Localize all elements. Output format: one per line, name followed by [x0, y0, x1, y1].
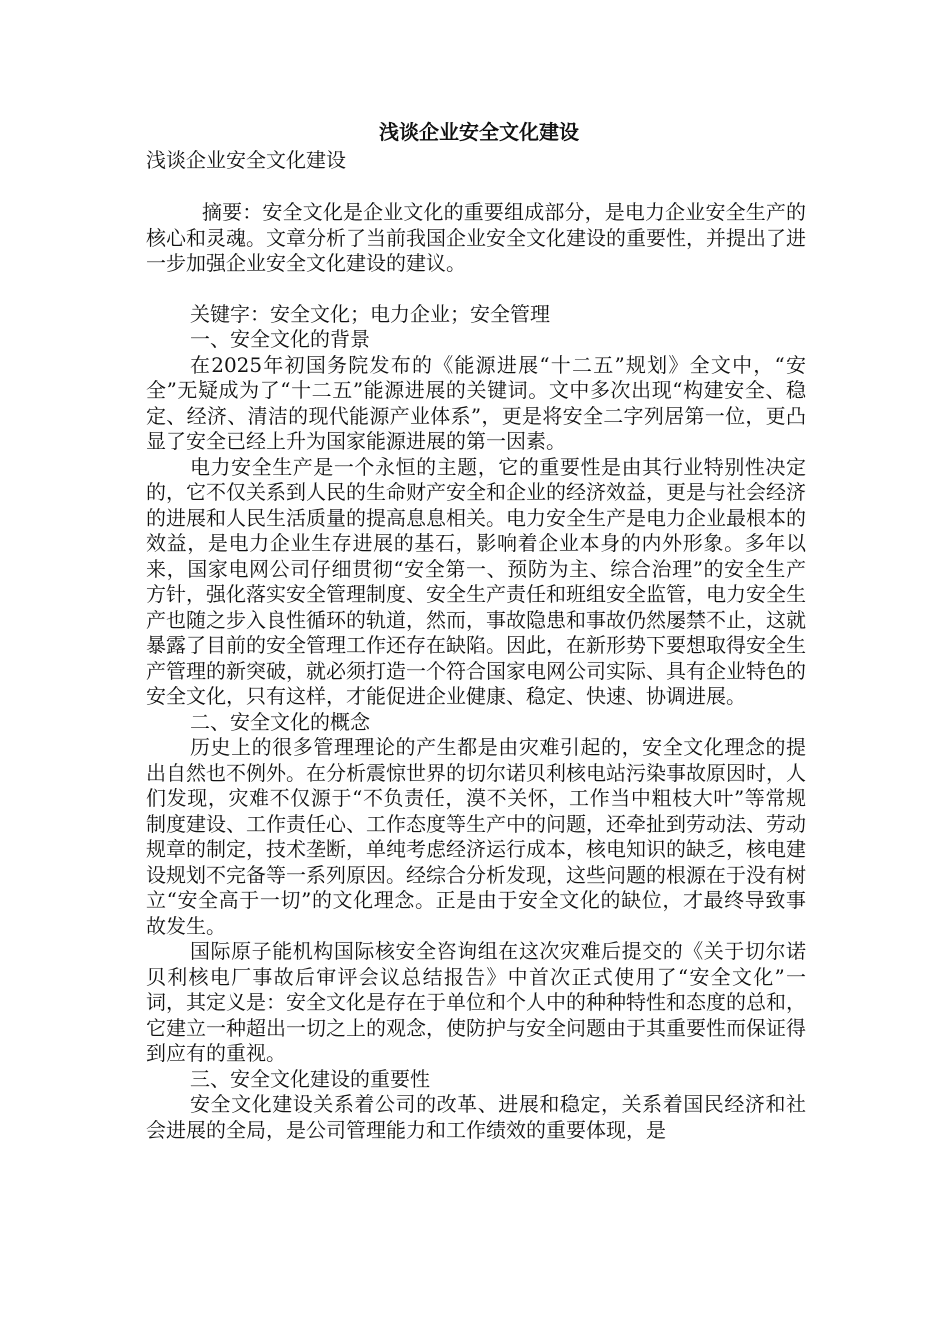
body-paragraph: 电力安全生产是一个永恒的主题，它的重要性是由其行业特别性决定的，它不仅关系到人民的生命财产安全和企业的经济效益，更是与社会经济的进展和人民生活质量的提高息息相关。电力安全生产是电力企业最根本的效益，是电力企业生存进展的基石，影响着企业本身的内外形象。多年以来，国家电网公司仔细贯彻“安全第一、预防为主、综合治理”的安全生产方针，强化落实安全管理制度、安全生产责任和班组安全监管，电力安全生产也随之步入良性循环的轨道，然而，事故隐患和事故仍然屡禁不止，这就暴露了目前的安全管理工作还存在缺陷。因此，在新形势下要想取得安全生产管理的新突破，就必须打造一个符合国家电网公司实际、具有企业特色的安全文化，只有这样，才能促进企业健康、稳定、快速、协调进展。 [146, 454, 806, 708]
section-heading-background: 一、安全文化的背景 [190, 327, 370, 351]
body-paragraph: 国际原子能机构国际核安全咨询组在这次灾难后提交的《关于切尔诺贝利核电厂事故后审评会议总结报告》中首次正式使用了“安全文化”一词，其定义是：安全文化是存在于单位和个人中的种种特性和态度的总和，它建立一种超出一切之上的观念，使防护与安全问题由于其重要性而保证得到应有的重视。 [146, 939, 806, 1065]
section-heading-concept: 二、安全文化的概念 [190, 709, 370, 734]
document-page [146, 118, 806, 1143]
body-paragraph: 在2025年初国务院发布的《能源进展“十二五”规划》全文中，“安全”无疑成为了“十二五”能源进展的关键词。文中多次出现“构建安全、稳定、经济、清洁的现代能源产业体系”，更是将安全二字列居第一位，更凸显了安全已经上升为国家能源进展的第一因素。 [146, 352, 806, 453]
body-paragraph: 安全文化建设关系着公司的改革、进展和稳定，关系着国民经济和社会进展的全局，是公司管理能力和工作绩效的重要体现，是 [146, 1092, 806, 1142]
document-title: 浅谈企业安全文化建设 [379, 120, 579, 144]
document-subtitle: 浅谈企业安全文化建设 [146, 148, 346, 172]
keywords-line: 关键字：安全文化；电力企业；安全管理 [190, 301, 550, 326]
body-paragraph: 历史上的很多管理理论的产生都是由灾难引起的，安全文化理念的提出自然也不例外。在分析震惊世界的切尔诺贝利核电站污染事故原因时，人们发现，灾难不仅源于“不负责任，漠不关怀，工作当中粗枝大叶”等常规制度建设、工作责任心、工作态度等生产中的问题，还牵扯到劳动法、劳动规章的制定，技术垄断，单纯考虑经济运行成本，核电知识的缺乏，核电建设规划不完备等一系列原因。经综合分析发现，这些问题的根源在于没有树立“安全高于一切”的文化理念。正是由于安全文化的缺位，才最终导致事故发生。 [146, 735, 806, 938]
abstract-paragraph: 摘要：安全文化是企业文化的重要组成部分，是电力企业安全生产的核心和灵魂。文章分析了当前我国企业安全文化建设的重要性，并提出了进一步加强企业安全文化建设的建议。 [146, 200, 806, 275]
section-heading-importance: 三、安全文化建设的重要性 [190, 1066, 430, 1091]
spacer [146, 277, 806, 302]
